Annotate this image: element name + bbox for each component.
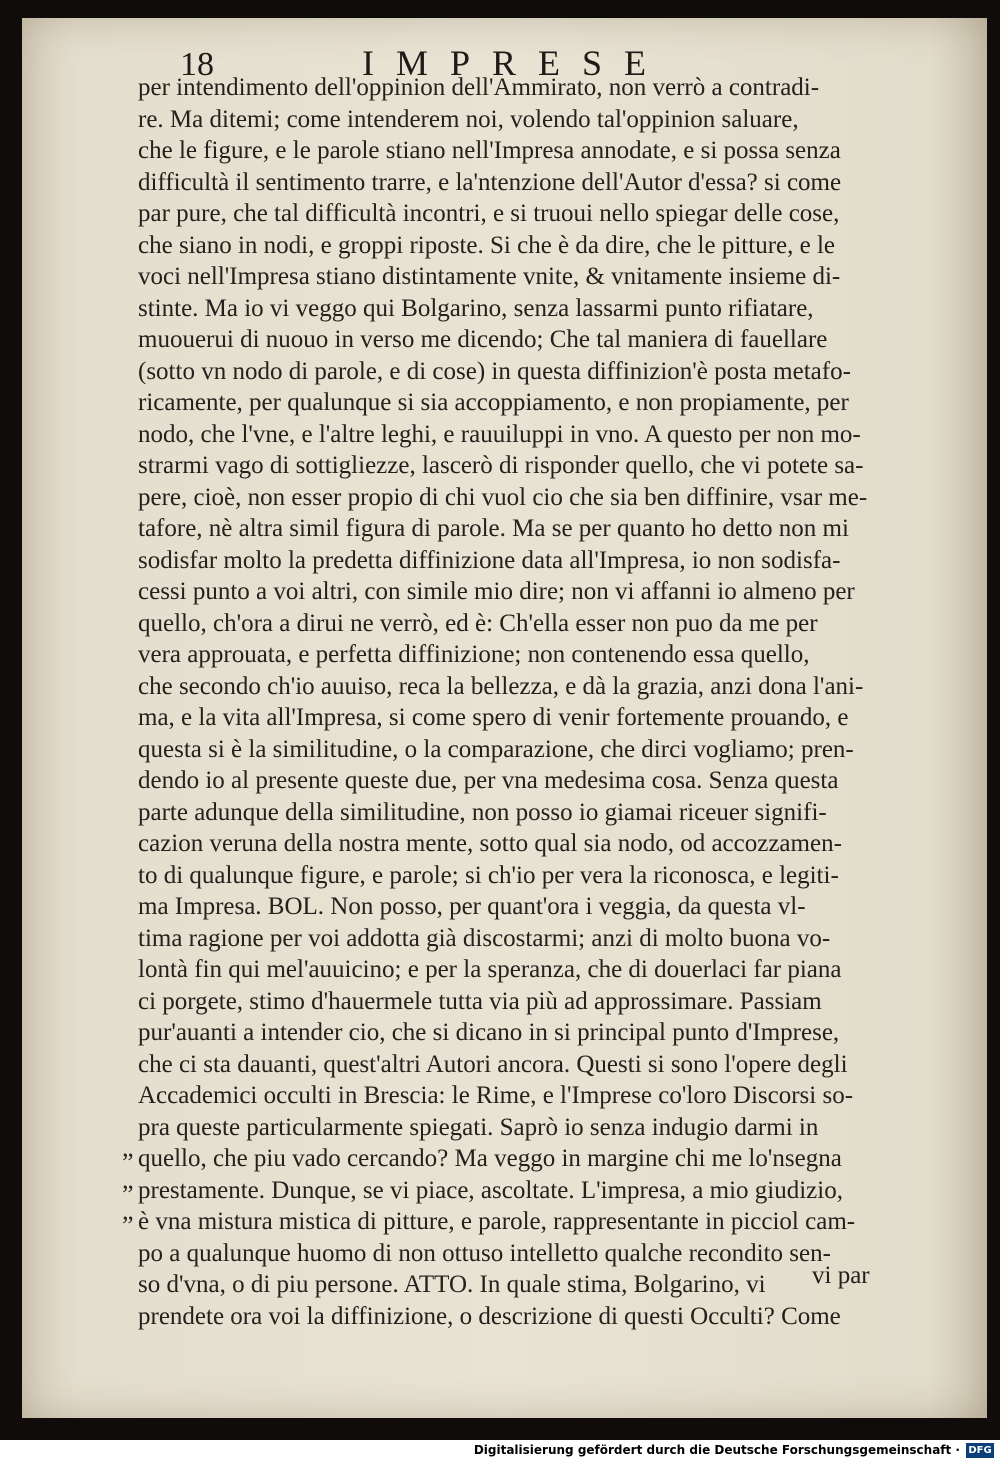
text-line: Accademici occulti in Brescia: le Rime, e l'Imprese co'loro Discorsi so-	[138, 1082, 854, 1109]
text-line: po a qualunque huomo di non ottuso intelletto qualche recondito sen-	[138, 1239, 831, 1267]
text-line: prestamente. Dunque, se vi piace, ascoltate. L'impresa, a mio giudizio,	[138, 1176, 843, 1204]
text-line: so d'vna, o di piu persone. ATTO. In quale stima, Bolgarino, vi	[138, 1271, 766, 1298]
text-line: che le figure, e le parole stiano nell'Impresa annodate, e si possa senza	[138, 137, 841, 164]
text-line: lontà fin qui mel'auuicino; e per la speranza, che di douerlaci far piana	[138, 956, 842, 983]
text-line: ci porgete, stimo d'hauermele tutta via più ad approssimare. Passiam	[138, 987, 822, 1015]
digitization-footer	[0, 1440, 1000, 1462]
margin-quotation-marks	[122, 1132, 134, 1227]
catchword: vi par	[812, 1262, 870, 1289]
text-line: ricamente, per qualunque si sia accoppiamento, e non propiamente, per	[138, 389, 849, 416]
text-line: difficultà il sentimento trarre, e la'ntenzione dell'Autor d'essa? si come	[138, 168, 842, 196]
text-line: nodo, che l'vne, e l'altre leghi, e rauuiluppi in vno. A questo per non mo-	[138, 420, 861, 448]
text-line: (sotto vn nodo di parole, e di cose) in questa diffinizion'è posta metafo-	[138, 357, 851, 385]
text-line: che secondo ch'io auuiso, reca la bellezza, e dà la grazia, anzi dona l'ani-	[138, 672, 864, 700]
text-line: voci nell'Impresa stiano distintamente vnite, & vnitamente insieme di-	[138, 263, 841, 290]
text-line: parte adunque della similitudine, non posso io giamai riceuer signifi-	[138, 798, 827, 826]
text-line: che ci sta dauanti, quest'altri Autori ancora. Questi si sono l'opere degli	[138, 1050, 848, 1078]
margin-quote-mark: „	[122, 1133, 134, 1162]
text-line: quello, ch'ora a dirui ne verrò, ed è: Ch'ella esser non puo da me per	[138, 609, 818, 637]
text-line: re. Ma ditemi; come intenderem noi, volendo tal'oppinion saluare,	[138, 105, 799, 133]
text-line: questa si è la similitudine, o la comparazione, che dirci vogliamo; pren-	[138, 735, 854, 763]
text-line: vera approuata, e perfetta diffinizione; non contenendo essa quello,	[138, 641, 810, 668]
text-line: muouerui di nuouo in verso me dicendo; Che tal maniera di fauellare	[138, 326, 828, 353]
text-line: pur'auanti a intender cio, che si dicano in si principal punto d'Imprese,	[138, 1019, 840, 1046]
text-line: stinte. Ma io vi veggo qui Bolgarino, senza lassarmi punto rifiatare,	[138, 294, 814, 322]
text-line: pere, cioè, non esser propio di chi vuol cio che sia ben diffinire, vsar me-	[138, 483, 868, 511]
page-number: 18	[180, 46, 214, 83]
running-head: IMPRESE	[362, 43, 669, 83]
text-line: tafore, nè altra simil figura di parole. Ma se per quanto ho detto non mi	[138, 515, 849, 542]
margin-quote-mark: „	[122, 1164, 134, 1194]
text-line: è vna mistura mistica di pitture, e parole, rappresentante in picciol cam-	[138, 1208, 856, 1235]
text-line: sodisfar molto la predetta diffinizione data all'Impresa, io non sodisfa-	[138, 546, 841, 574]
text-line: dendo io al presente queste due, per vna medesima cosa. Senza questa	[138, 767, 839, 794]
text-line: prendete ora voi la diffinizione, o descrizione di questi Occulti? Come	[138, 1302, 841, 1330]
text-line: par pure, che tal difficultà incontri, e si truoui nello spiegar delle cose,	[138, 200, 840, 227]
text-line: ma Impresa. BOL. Non posso, per quant'ora i veggia, da questa vl-	[138, 893, 806, 920]
text-line: strarmi vago di sottigliezze, lascerò di risponder quello, che vi potete sa-	[138, 452, 864, 479]
text-line: tima ragione per voi addotta già discostarmi; anzi di molto buona vo-	[138, 924, 831, 952]
dfg-logo: DFG	[966, 1443, 994, 1458]
body-text	[138, 72, 928, 1332]
margin-quote-mark: „	[122, 1196, 134, 1225]
text-line: cessi punto a voi altri, con simile mio dire; non vi affanni io almeno per	[138, 578, 855, 605]
text-line: quello, che piu vado cercando? Ma veggo in margine chi me lo'nsegna	[138, 1145, 842, 1172]
text-line: ma, e la vita all'Impresa, si come spero di venir fortemente prouando, e	[138, 704, 849, 731]
text-line: per intendimento dell'oppinion dell'Ammirato, non verrò a contradi-	[138, 74, 820, 101]
footer-credit: Digitalisierung gefördert durch die Deutsche Forschungsgemeinschaft ·	[473, 1443, 960, 1457]
text-line: pra queste particularmente spiegati. Saprò io senza indugio darmi in	[138, 1113, 819, 1141]
text-line: to di qualunque figure, e parole; si ch'io per vera la riconosca, e legiti-	[138, 861, 839, 889]
text-line: cazion veruna della nostra mente, sotto qual sia nodo, od accozzamen-	[138, 830, 842, 857]
text-line: che siano in nodi, e groppi riposte. Si che è da dire, che le pitture, e le	[138, 231, 835, 259]
